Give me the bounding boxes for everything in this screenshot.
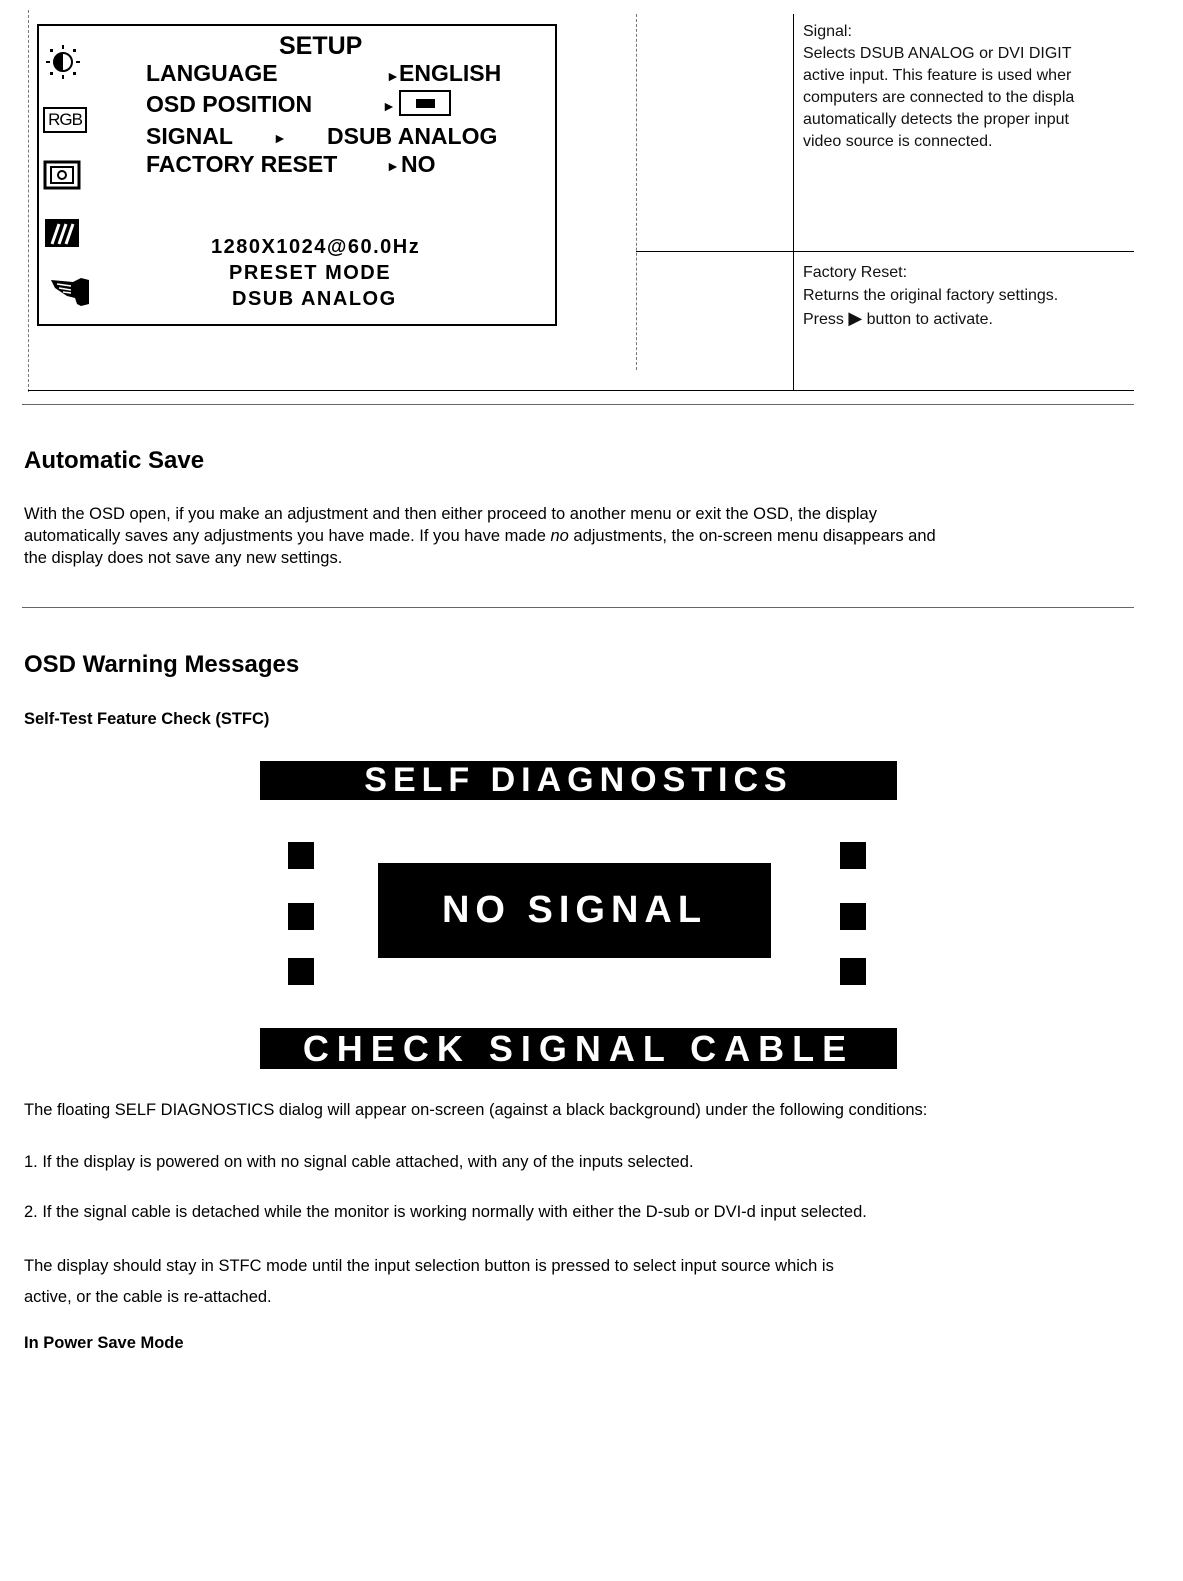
check-signal-cable-banner: CHECK SIGNAL CABLE <box>260 1028 897 1069</box>
arrow-right-icon: ► <box>382 98 396 114</box>
automatic-save-heading: Automatic Save <box>24 447 205 474</box>
play-arrow-icon: ▶ <box>848 308 863 328</box>
signal-desc-line: automatically detects the proper input <box>803 111 1069 128</box>
arrow-right-icon: ► <box>386 68 400 84</box>
indicator-square <box>840 958 866 985</box>
osd-row-position-label: OSD POSITION <box>146 91 313 117</box>
signal-desc-line: active input. This feature is used wher <box>803 67 1072 84</box>
factory-desc-activate: button to activate. <box>866 311 993 328</box>
osd-row-signal-label: SIGNAL <box>146 123 233 149</box>
rgb-icon <box>43 104 87 138</box>
osd-row-language-value: ENGLISH <box>399 60 502 86</box>
indicator-square <box>288 958 314 985</box>
osd-menu-title: SETUP <box>279 32 363 60</box>
indicator-square <box>288 903 314 930</box>
factory-desc-press: Press <box>803 311 844 328</box>
table-left-border <box>28 10 29 392</box>
section-divider-1 <box>22 404 1134 405</box>
no-signal-box: NO SIGNAL <box>378 863 771 958</box>
signal-description <box>803 21 1134 153</box>
osd-status-input: DSUB ANALOG <box>232 288 397 310</box>
table-row-divider <box>636 251 1134 252</box>
self-diagnostics-banner: SELF DIAGNOSTICS <box>260 761 897 800</box>
arrow-right-icon: ► <box>273 130 287 146</box>
signal-desc-line: computers are connected to the displa <box>803 89 1075 106</box>
diagnostics-paragraph: The floating SELF DIAGNOSTICS dialog will appear on-screen (against a black background) under the following conditions: <box>24 1101 928 1119</box>
automatic-save-line <box>24 525 1134 547</box>
automatic-save-text: automatically saves any adjustments you have made. If you have made <box>24 527 551 545</box>
table-bottom-border <box>28 390 1134 391</box>
table-divider-2 <box>793 14 794 390</box>
setup-hand-icon <box>43 274 87 308</box>
table-divider-1 <box>636 14 637 370</box>
osd-status-resolution: 1280X1024@60.0Hz <box>211 236 421 258</box>
osd-row-factory-reset-label: FACTORY RESET <box>146 151 338 177</box>
osd-row-language-label: LANGUAGE <box>146 60 278 86</box>
signal-desc-title: Signal: <box>803 23 852 40</box>
rgb-icon-text: RGB <box>43 107 87 133</box>
factory-desc-title: Factory Reset: <box>803 264 908 281</box>
brightness-icon <box>43 44 87 78</box>
condition-1: 1. If the display is powered on with no signal cable attached, with any of the inputs selected. <box>24 1153 694 1171</box>
osd-status-mode: PRESET MODE <box>229 262 392 284</box>
automatic-save-paragraph <box>24 503 1134 569</box>
position-icon <box>43 158 87 192</box>
automatic-save-line: the display does not save any new settings. <box>24 549 343 567</box>
factory-desc-line2 <box>803 307 1134 331</box>
osd-row-signal-value: DSUB ANALOG <box>327 123 498 149</box>
section-divider-2 <box>22 607 1134 608</box>
automatic-save-text: adjustments, the on-screen menu disappears and <box>568 527 936 545</box>
stfc-line: active, or the cable is re-attached. <box>24 1288 272 1306</box>
condition-2: 2. If the signal cable is detached while the monitor is working normally with either the D-sub or DVI-d input selected. <box>24 1203 867 1221</box>
factory-desc-line1: Returns the original factory settings. <box>803 287 1059 304</box>
power-save-heading: In Power Save Mode <box>24 1334 184 1352</box>
stfc-line: The display should stay in STFC mode until the input selection button is pressed to select input source which is <box>24 1257 834 1275</box>
osd-row-factory-reset-value: NO <box>401 151 436 177</box>
automatic-save-emphasis: no <box>550 527 569 545</box>
automatic-save-line: With the OSD open, if you make an adjustment and then either proceed to another menu or exit the OSD, the display <box>24 505 877 523</box>
arrow-right-icon: ► <box>386 158 400 174</box>
osd-setup-menu <box>37 24 557 326</box>
stfc-paragraph <box>24 1251 834 1313</box>
signal-desc-line: video source is connected. <box>803 133 993 150</box>
stfc-subheading: Self-Test Feature Check (STFC) <box>24 710 270 728</box>
indicator-square <box>288 842 314 869</box>
osd-position-indicator <box>399 90 451 116</box>
osd-warning-heading: OSD Warning Messages <box>24 651 300 678</box>
signal-desc-line: Selects DSUB ANALOG or DVI DIGIT <box>803 45 1072 62</box>
settings-icon <box>43 216 87 250</box>
factory-reset-description <box>803 261 1134 331</box>
indicator-square <box>840 903 866 930</box>
indicator-square <box>840 842 866 869</box>
